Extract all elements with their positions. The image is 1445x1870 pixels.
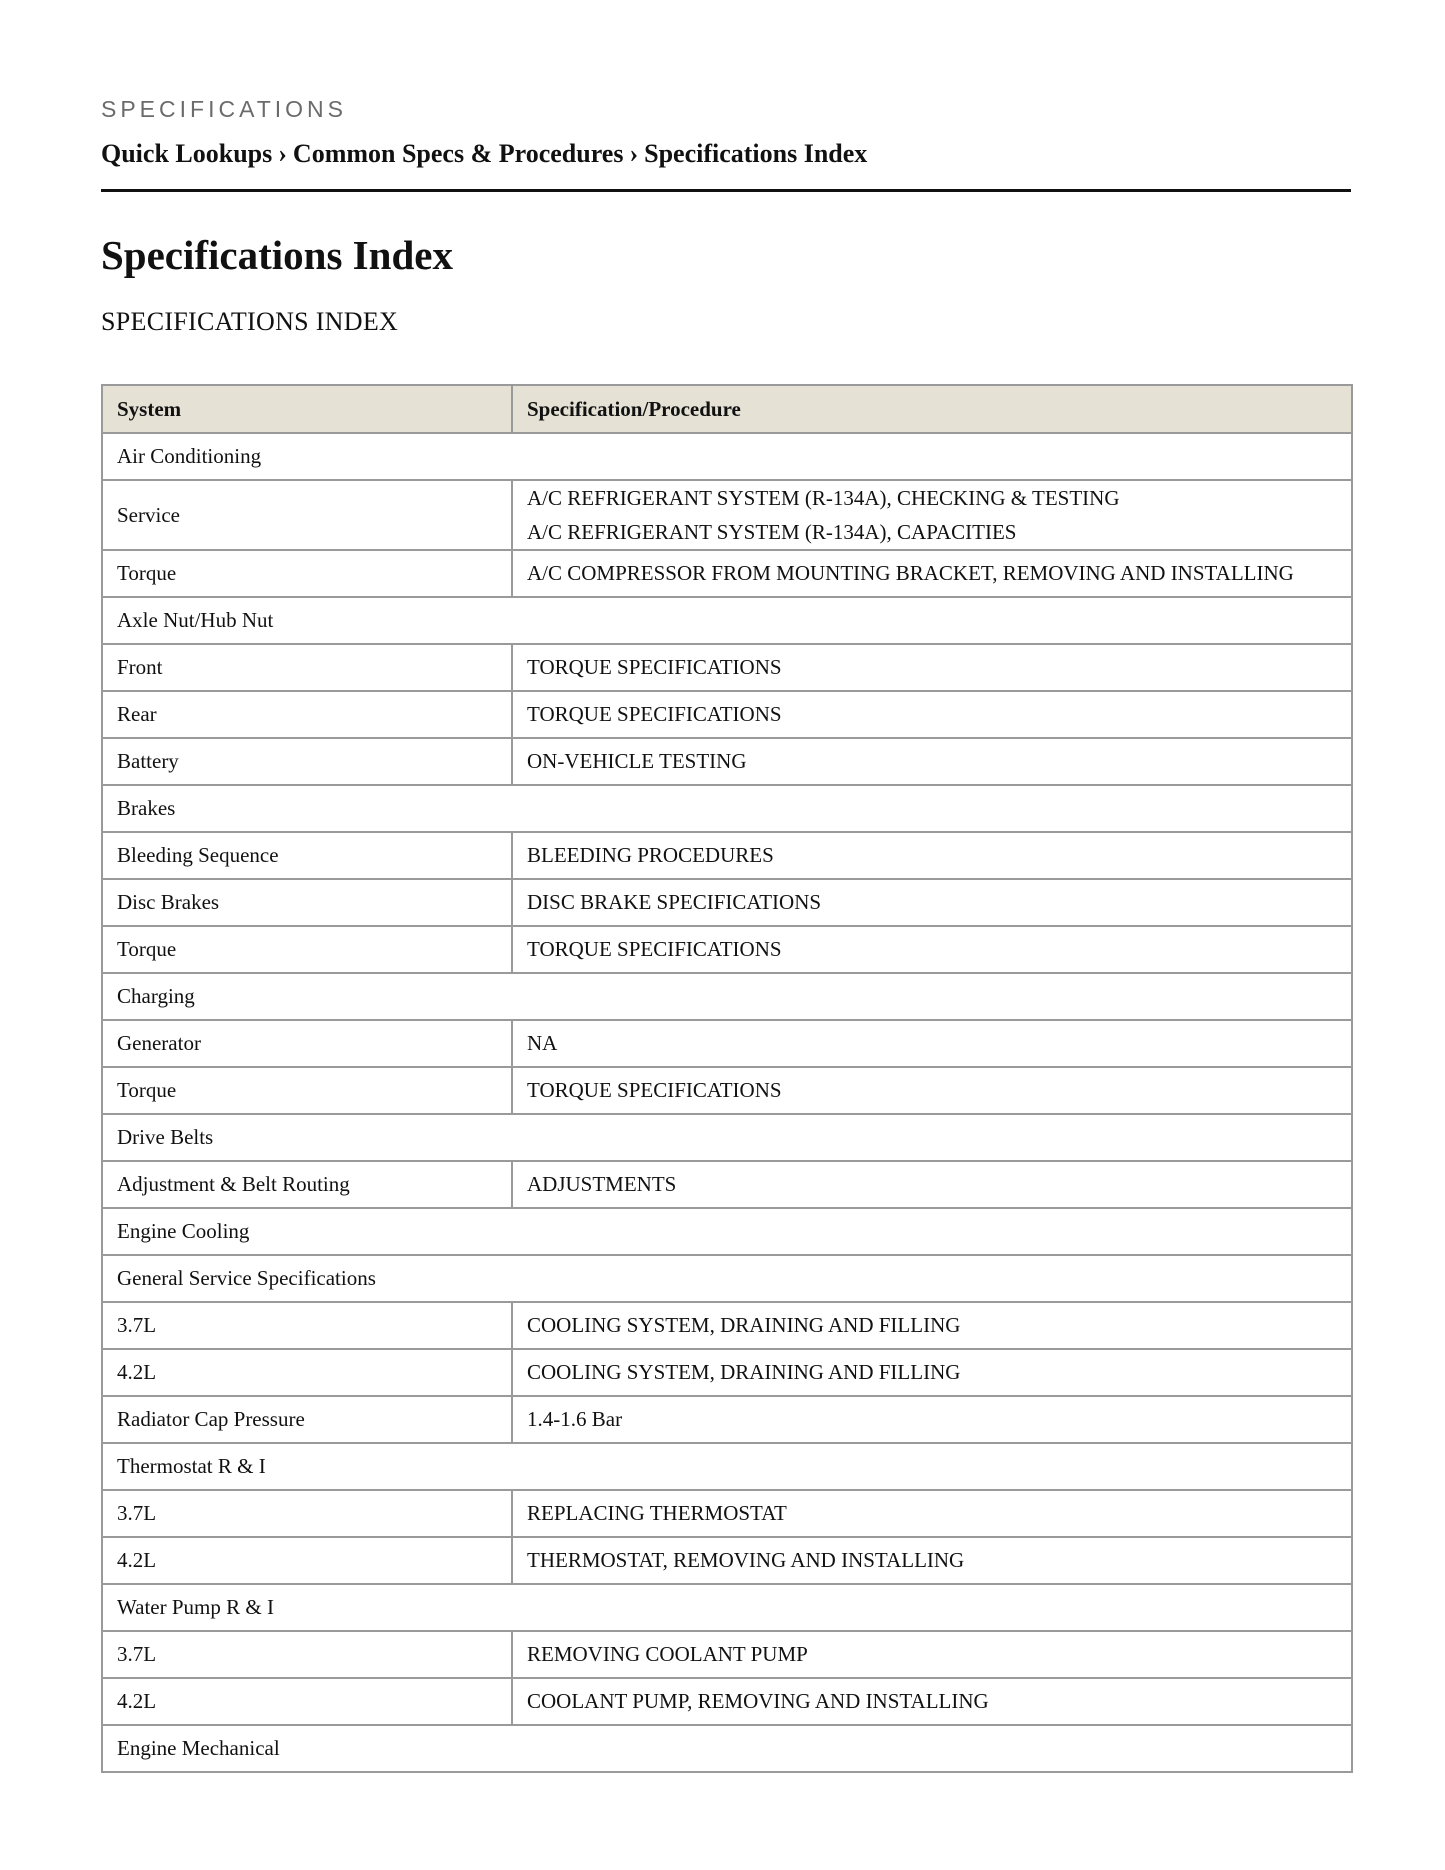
system-cell: 3.7L: [102, 1490, 512, 1537]
spec-link[interactable]: A/C COMPRESSOR FROM MOUNTING BRACKET, REMOVING AND INSTALLING: [527, 561, 1294, 585]
spec-cell: [512, 738, 1352, 785]
table-row: [102, 1678, 1352, 1725]
system-cell: Disc Brakes: [102, 879, 512, 926]
spec-link[interactable]: BLEEDING PROCEDURES: [527, 843, 774, 867]
spec-cell: [512, 1631, 1352, 1678]
spec-cell: [512, 879, 1352, 926]
spec-link[interactable]: REPLACING THERMOSTAT: [527, 1501, 787, 1525]
table-group-row: [102, 1114, 1352, 1161]
system-cell: Battery: [102, 738, 512, 785]
table-group-row: [102, 1443, 1352, 1490]
spec-cell: [512, 1067, 1352, 1114]
system-cell: Service: [102, 480, 512, 550]
table-row: [102, 1490, 1352, 1537]
table-row: [102, 644, 1352, 691]
system-cell: Bleeding Sequence: [102, 832, 512, 879]
spec-link[interactable]: COOLANT PUMP, REMOVING AND INSTALLING: [527, 1689, 989, 1713]
spec-link[interactable]: COOLING SYSTEM, DRAINING AND FILLING: [527, 1313, 961, 1337]
table-group-row: [102, 597, 1352, 644]
spec-link[interactable]: A/C REFRIGERANT SYSTEM (R-134A), CAPACITIES: [527, 520, 1017, 544]
system-cell: Water Pump R & I: [102, 1584, 1352, 1631]
system-cell: Brakes: [102, 785, 1352, 832]
system-cell: Engine Mechanical: [102, 1725, 1352, 1772]
spec-cell: [512, 1396, 1352, 1443]
system-cell: 4.2L: [102, 1678, 512, 1725]
spec-link[interactable]: TORQUE SPECIFICATIONS: [527, 937, 782, 961]
system-cell: Charging: [102, 973, 1352, 1020]
spec-link[interactable]: THERMOSTAT, REMOVING AND INSTALLING: [527, 1548, 965, 1572]
column-header-spec: Specification/Procedure: [512, 385, 1352, 433]
page-subtitle: SPECIFICATIONS INDEX: [101, 307, 399, 336]
system-cell: Front: [102, 644, 512, 691]
table-row: [102, 926, 1352, 973]
spec-cell: [512, 832, 1352, 879]
system-cell: Thermostat R & I: [102, 1443, 1352, 1490]
table-row: [102, 1302, 1352, 1349]
spec-link[interactable]: ON-VEHICLE TESTING: [527, 749, 747, 773]
breadcrumb: [101, 138, 1351, 170]
table-group-row: [102, 973, 1352, 1020]
spec-cell: [512, 1537, 1352, 1584]
system-cell: Engine Cooling: [102, 1208, 1352, 1255]
spec-cell: [512, 1349, 1352, 1396]
header-divider: [101, 189, 1351, 192]
table-row: [102, 1537, 1352, 1584]
spec-cell: [512, 1020, 1352, 1067]
table-group-row: [102, 1255, 1352, 1302]
spec-cell: [512, 1302, 1352, 1349]
system-cell: 3.7L: [102, 1631, 512, 1678]
specifications-table: [101, 384, 1353, 1773]
breadcrumb-separator: ›: [278, 139, 287, 168]
spec-link[interactable]: NA: [527, 1031, 558, 1055]
system-cell: Torque: [102, 926, 512, 973]
table-row: [102, 1161, 1352, 1208]
spec-cell: [512, 1678, 1352, 1725]
table-row: [102, 550, 1352, 597]
system-cell: Rear: [102, 691, 512, 738]
system-cell: 4.2L: [102, 1349, 512, 1396]
system-cell: Drive Belts: [102, 1114, 1352, 1161]
spec-link[interactable]: DISC BRAKE SPECIFICATIONS: [527, 890, 822, 914]
table-group-row: [102, 1584, 1352, 1631]
spec-cell: [512, 480, 1352, 550]
spec-cell: [512, 926, 1352, 973]
breadcrumb-link-quick-lookups[interactable]: Quick Lookups: [101, 139, 273, 168]
spec-link[interactable]: 1.4-1.6 Bar: [527, 1407, 623, 1431]
spec-cell: [512, 550, 1352, 597]
section-kicker: SPECIFICATIONS: [101, 96, 347, 122]
table-row: [102, 832, 1352, 879]
breadcrumb-separator: ›: [629, 139, 639, 168]
spec-link[interactable]: ADJUSTMENTS: [527, 1172, 677, 1196]
spec-link[interactable]: A/C REFRIGERANT SYSTEM (R-134A), CHECKING & TESTING: [527, 486, 1120, 510]
spec-link[interactable]: TORQUE SPECIFICATIONS: [527, 1078, 782, 1102]
system-cell: Air Conditioning: [102, 433, 1352, 480]
table-row: [102, 1631, 1352, 1678]
table-body: [102, 433, 1352, 1772]
table-header-row: [102, 385, 1352, 433]
table-row: [102, 1349, 1352, 1396]
table-row: [102, 879, 1352, 926]
spec-cell: [512, 1161, 1352, 1208]
table-group-row: [102, 785, 1352, 832]
system-cell: Radiator Cap Pressure: [102, 1396, 512, 1443]
table-row: [102, 691, 1352, 738]
breadcrumb-link-common-specs[interactable]: Common Specs & Procedures: [292, 139, 624, 168]
spec-link[interactable]: COOLING SYSTEM, DRAINING AND FILLING: [527, 1360, 961, 1384]
column-header-system: System: [102, 385, 512, 433]
table-group-row: [102, 1208, 1352, 1255]
spec-link[interactable]: TORQUE SPECIFICATIONS: [527, 702, 782, 726]
table-row: [102, 1396, 1352, 1443]
page-title: Specifications Index: [101, 232, 453, 278]
table-row: [102, 738, 1352, 785]
table-group-row: [102, 1725, 1352, 1772]
breadcrumb-current-page: Specifications Index: [644, 139, 868, 168]
system-cell: General Service Specifications: [102, 1255, 1352, 1302]
spec-link[interactable]: REMOVING COOLANT PUMP: [527, 1642, 808, 1666]
system-cell: 3.7L: [102, 1302, 512, 1349]
spec-cell: [512, 1490, 1352, 1537]
table-row: [102, 480, 1352, 550]
system-cell: Adjustment & Belt Routing: [102, 1161, 512, 1208]
system-cell: Axle Nut/Hub Nut: [102, 597, 1352, 644]
system-cell: Torque: [102, 1067, 512, 1114]
spec-cell: [512, 691, 1352, 738]
table-group-row: [102, 433, 1352, 480]
system-cell: 4.2L: [102, 1537, 512, 1584]
spec-cell: [512, 644, 1352, 691]
system-cell: Generator: [102, 1020, 512, 1067]
table-row: [102, 1020, 1352, 1067]
system-cell: Torque: [102, 550, 512, 597]
spec-link[interactable]: TORQUE SPECIFICATIONS: [527, 655, 782, 679]
table-row: [102, 1067, 1352, 1114]
